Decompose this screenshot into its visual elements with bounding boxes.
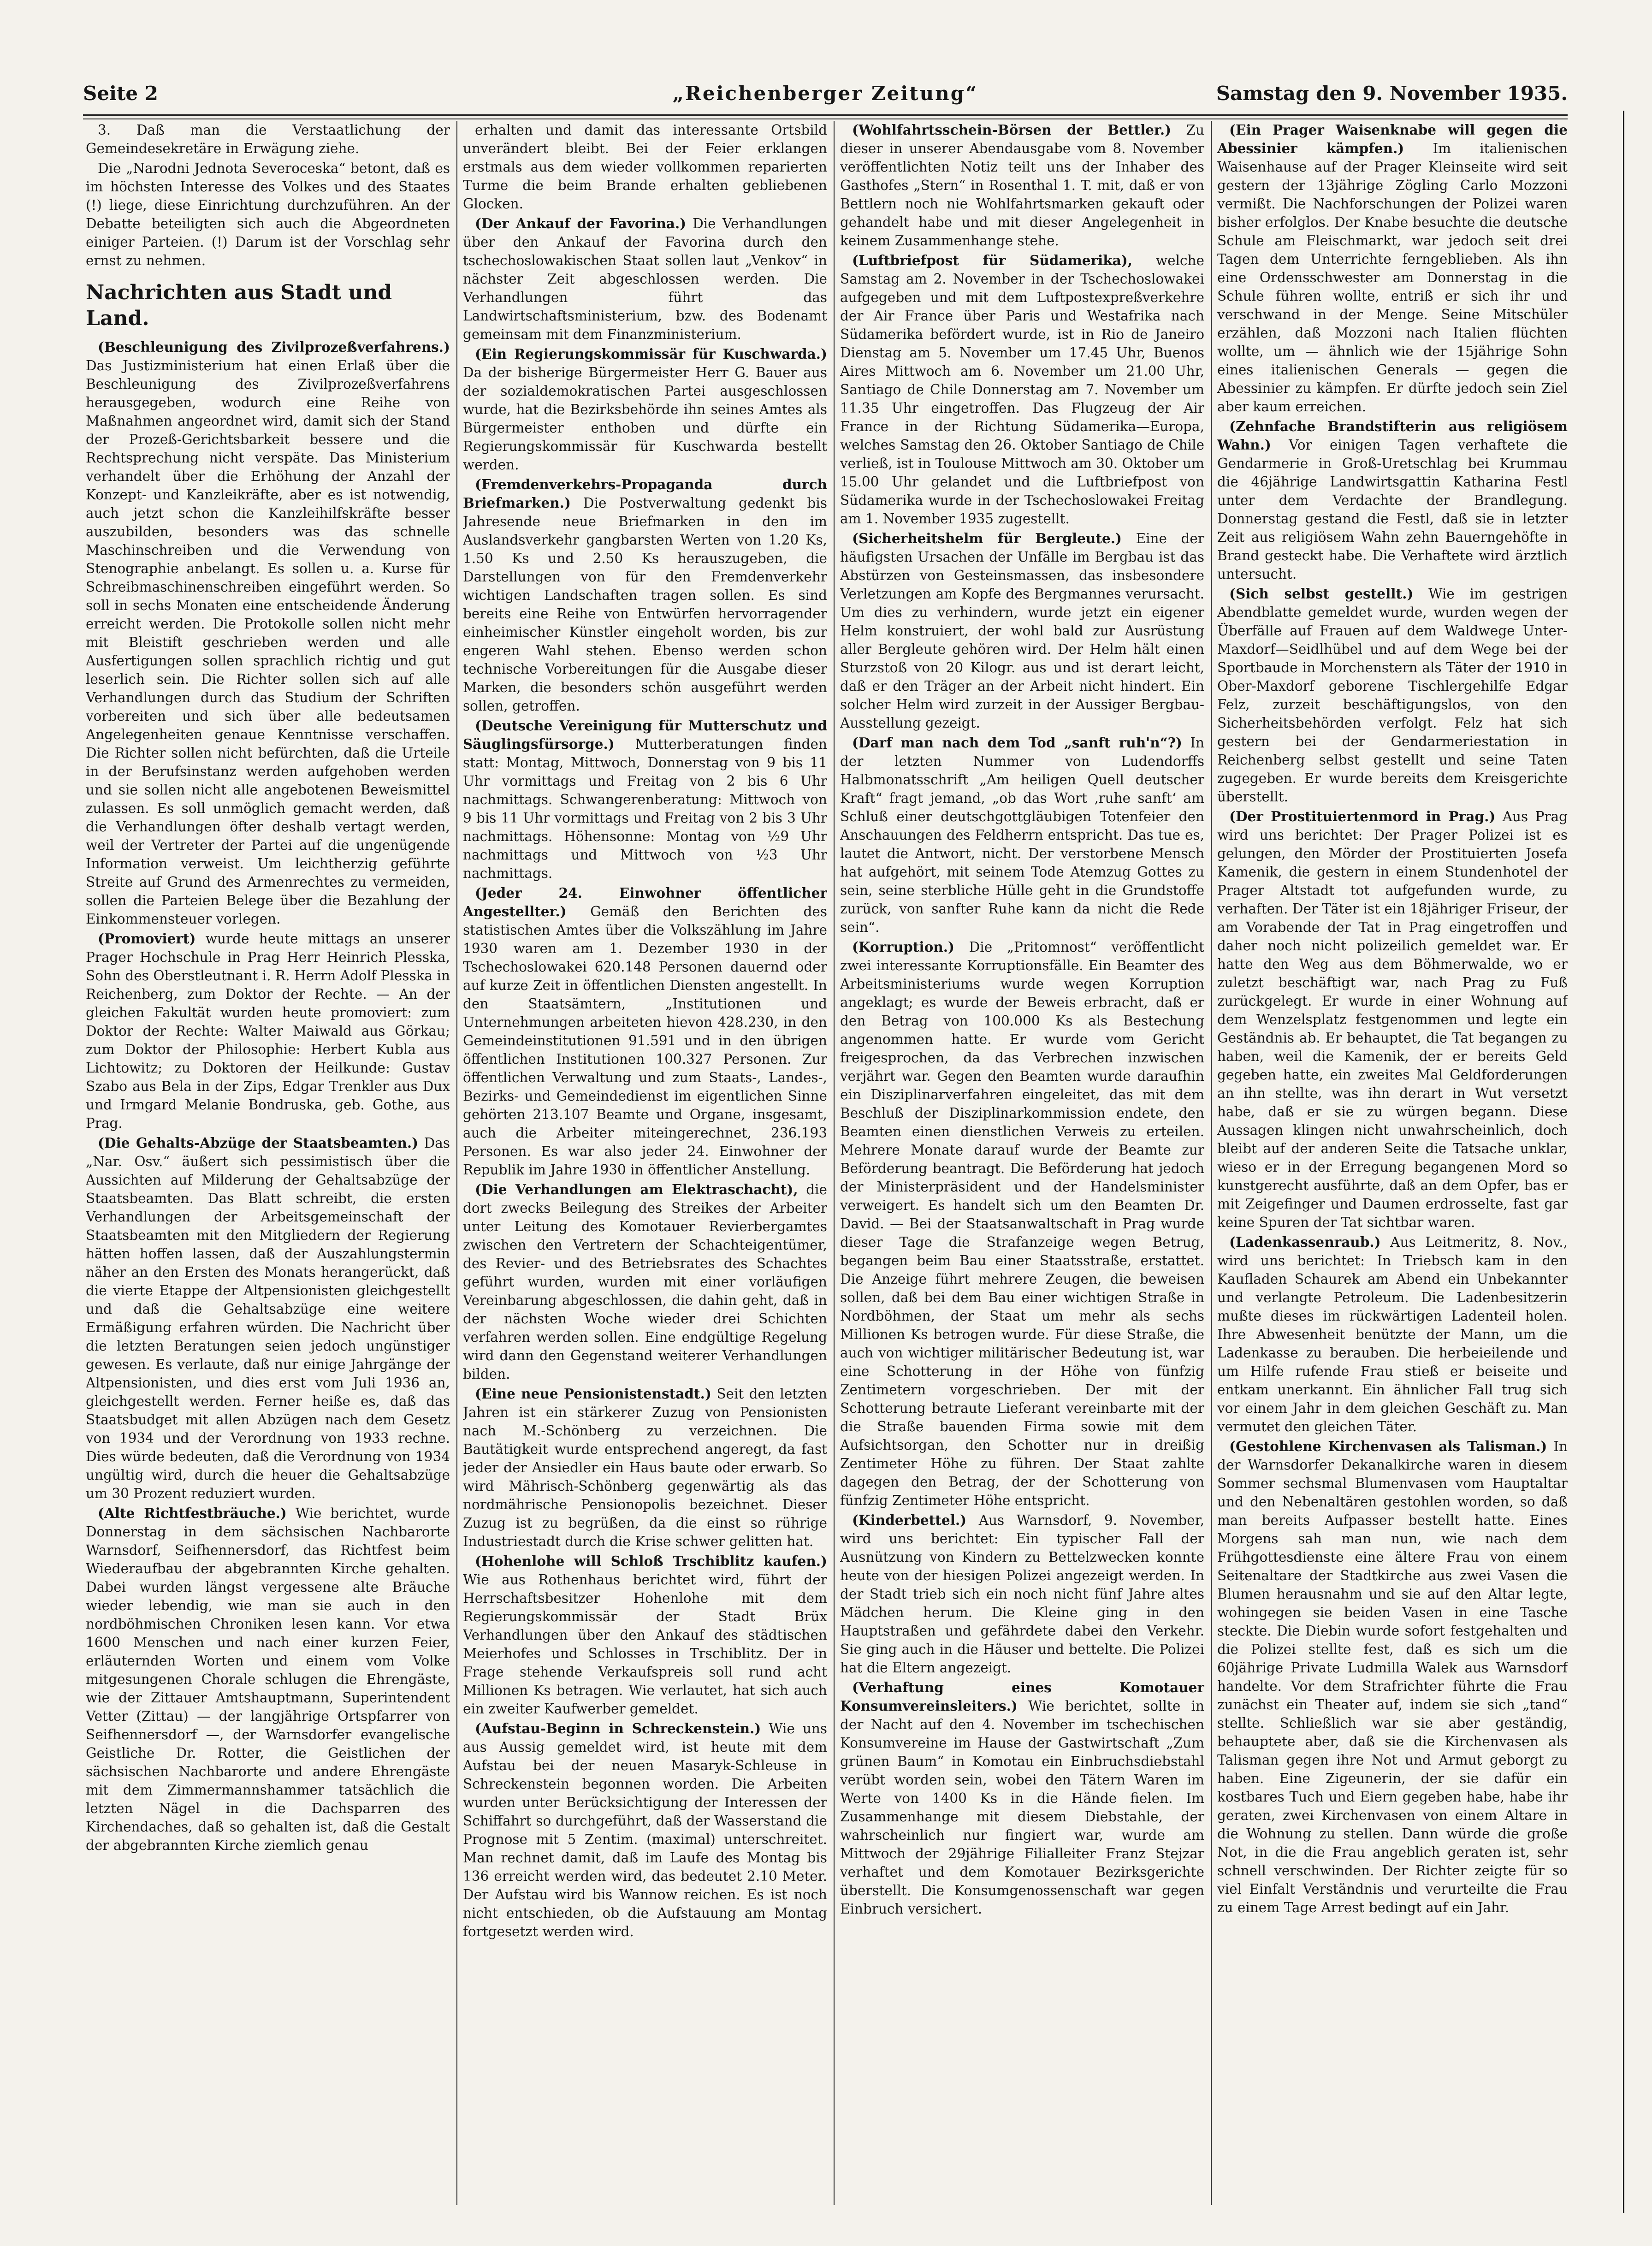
- section-heading: Nachrichten aus Stadt und Land.: [86, 281, 392, 330]
- news-item: [86, 1134, 450, 1503]
- item-headline: (Sich selbst gestellt.): [1229, 586, 1414, 602]
- page-number: Seite 2: [83, 82, 158, 105]
- item-headline: (Fremdenverkehrs-Propaganda durch Briefmarken.): [463, 476, 827, 511]
- column-divider: [456, 121, 457, 2205]
- item-headline: (Gestohlene Kirchenvasen als Talisman.): [1229, 1438, 1547, 1454]
- news-item: [86, 121, 450, 158]
- news-item: [463, 214, 827, 344]
- item-body: erhalten und damit das interessante Ortsbild unverändert bleibt. Bei der Feier erklangen erstmals aus dem wieder vollkommen reparierten Turme die beim Brande erhalten gebliebenen Glocken.: [463, 122, 827, 212]
- item-body: Die „Pritomnost“ veröffentlicht zwei interessante Korruptionsfälle. Ein Beamter des Arbeitsministeriums wurde wegen Korruption angeklagt; es wurde der Beweis erbracht, daß er den Betrag von 100.000 Ks als Bestechung angenommen hatte. Er wurde vom Gericht freigesprochen, da das Verbrechen inzwischen verjährt war. Gegen den Beamten wurde daraufhin ein Disziplinarverfahren eingeleitet, das mit dem Beschluß der Disziplinarkommission endete, den Beamten einen dienstlichen Verweis zu erteilen. Mehrere Monate darauf wurde der Beamte zur Beförderung beantragt. Die Beförderung hat jedoch der Ministerpräsident und der Handelsminister verweigert. Es handelt sich um den Beamten Dr. David. — Bei der Staatsanwaltschaft in Prag wurde dieser Tage die Strafanzeige wegen Betrug, begangen beim Bau einer Staatsstraße, erstattet. Die Anzeige führt mehrere Zeugen, die beweisen sollen, daß bei dem Bau einer wichtigen Straße in Nordböhmen, der Staat um mehr als sechs Millionen Ks betrogen wurde. Für diese Straße, die auch von wichtiger militärischer Bedeutung ist, war eine Schotterung in der Höhe von fünfzig Zentimetern vorgeschrieben. Der mit der Schotterung betraute Lieferant vereinbarte mit der die Straße bauenden Firma sowie mit dem Aufsichtsorgan, den Schotter nur in dreißig Zentimeter Höhe zu führen. Der Staat zahlte dagegen den Betrag, der der Schotterung von fünfzig Zentimeter Höhe entspricht.: [840, 939, 1204, 1508]
- news-item: [840, 734, 1204, 936]
- item-body: Die Verhandlungen über den Ankauf der Favorina durch den tschechoslowakischen Staat sollen laut „Venkov“ in nächster Zeit abgeschlossen werden. Die Verhandlungen führt das Landwirtschaftsministerium, bzw. des Bodenamt gemeinsam mit dem Finanzministerium.: [463, 216, 827, 342]
- column-1: [86, 121, 450, 2205]
- news-item: [1217, 1233, 1568, 1436]
- item-body: welche Samstag am 2. November in der Tschechoslowakei aufgegeben und mit dem Luftpostexpreßverkehre der Air France über Paris und Westafrika nach Südamerika befördert wurde, ist in Rio de Janeiro Dienstag am 5. November um 17.45 Uhr, Buenos Aires Mittwoch am 6. November um 21.00 Uhr, Santiago de Chile Donnerstag am 7. November um 11.35 Uhr eingetroffen. Das Flugzeug der Air France in der Richtung Südamerika—Europa, welches Samstag den 26. Oktober Santiago de Chile verließ, ist in Toulouse Mittwoch am 30. Oktober um 15.00 Uhr gelandet und die Luftbriefpost von Südamerika wurde in der Tschechoslowakei Freitag am 1. November 1935 zugestellt.: [840, 253, 1204, 527]
- news-item: [86, 338, 450, 928]
- item-headline: (Aufstau-Beginn in Schreckenstein.): [475, 1720, 761, 1736]
- news-item: [840, 1511, 1204, 1677]
- column-divider: [1211, 121, 1212, 2205]
- newspaper-title: „Reichenberger Zeitung“: [672, 82, 978, 105]
- column-2: [463, 121, 827, 2205]
- item-body: Wie berichtet, wurde Donnerstag in dem sächsischen Nachbarorte Warnsdorf, Seifhennersdorf, das Richtfest beim Wiederaufbau der abgebrannten Kirche gehalten. Dabei wurden längst vergessene alte Bräuche wieder lebendig, wie man sie auch in den nordböhmischen Chroniken lesen kann. Vor etwa 1600 Menschen und nach einer kurzen Feier, erläuternden Worten und einem vom Volke mitgesungenen Chorale schlugen die Ehrengäste, wie der Zittauer Amtshauptmann, Superintendent Vetter (Zittau) — der langjährige Ortspfarrer von Seifhennersdorf —, der Warnsdorfer evangelische Geistliche Dr. Rotter, die Geistlichen der sächsischen Nachbarorte und andere Ehrengäste mit dem Zimmermannshammer tatsächlich die letzten Nägel in die Dachsparren des Kirchendaches, daß so gehalten ist, daß die Gestalt der abgebrannten Kirche ziemlich genau: [86, 1505, 450, 1853]
- column-divider: [834, 121, 835, 2205]
- news-item: [840, 529, 1204, 732]
- item-body: Seit den letzten Jahren ist ein stärkerer Zuzug von Pensionisten nach M.-Schönberg zu verzeichnen. Die Bautätigkeit wurde entsprechend angeregt, da fast jeder der Ansiedler ein Haus baute oder erwarb. So wird Mährisch-Schönberg gegenwärtig als das nordmährische Pensionopolis bezeichnet. Dieser Zuzug ist zu begrüßen, da die einst so rührige Industriestadt durch die Krise schwer gelitten hat.: [463, 1386, 827, 1549]
- news-item: [463, 1385, 827, 1551]
- item-headline: (Sicherheitshelm für Bergleute.): [852, 530, 1122, 546]
- item-body: Das Justizministerium hat einen Erlaß über die Beschleunigung des Zivilprozeßverfahrens herausgegeben, wodurch eine Reihe von Maßnahmen angeordnet wird, damit sich der Stand der Prozeß-Gerichtsbarkeit bessere und die Rechtsprechung nicht verspäte. Das Ministerium verhandelt über die Erhöhung der Anzahl der Konzept- und Kanzleikräfte, aber es ist notwendig, auch jetzt schon die Kanzleihilfskräfte besser auszubilden, besonders was das schnelle Maschinschreiben und die Verwendung von Stenographie anbelangt. Es sollen u. a. Kurse für Schreibmaschinenschreiben eingeführt werden. So soll in sechs Monaten eine entscheidende Änderung erreicht werden. Die Protokolle sollen nicht mehr mit Bleistift geschrieben werden und alle Ausfertigungen sollen sprachlich richtig und gut leserlich sein. Die Richter sollen sich auf alle Verhandlungen durch das Studium der Schriften vorbereiten und sich über alle bedeutsamen Angelegenheiten genaue Kenntnisse verschaffen. Die Richter sollen nicht befürchten, daß die Urteile in der Berufsinstanz werden aufgehoben werden und sie sollen nicht alle angebotenen Beweismittel zulassen. Es soll unmöglich gemacht werden, daß die Verhandlungen öfter deshalb vertagt werden, weil der Vertreter der Partei auf die ungenügende Information verweist. Um leichtherzig geführte Streite auf Grund des Armenrechtes zu vermeiden, sollen die Parteien Belege über die Bezahlung der Einkommensteuer vorlegen.: [86, 358, 450, 927]
- item-body: Das „Nar. Osv.“ äußert sich pessimistisch über die Aussichten auf Milderung der Gehaltsabzüge der Staatsbeamten. Das Blatt schreibt, die ersten Verhandlungen der Arbeitsgemeinschaft der Staatsbeamten mit den Mitgliedern der Regierung hätten hoffen lassen, daß der Auszahlungstermin näher an den Ersten des Monats herangerückt, daß die vierte Etappe der Altpensionisten gleichgestellt und daß die Gehaltsabzüge eine weitere Ermäßigung erfahren würden. Die Nachricht über die letzten Beratungen seien jedoch ungünstiger gewesen. Es verlaute, daß nur einige Jahrgänge der Altpensionisten, und dies erst vom Juli 1936 an, gleichgestellt werden. Ferner heiße es, daß das Staatsbudget mit allen Abzügen nach dem Gesetz von 1934 und der Verordnung von 1933 rechne. Dies würde bedeuten, daß die Verordnung von 1934 ungültig wird, durch die heuer die Gehaltsabzüge um 30 Prozent reduziert wurden.: [86, 1135, 450, 1501]
- item-headline: (Der Prostituiertenmord in Prag.): [1229, 808, 1496, 824]
- item-body: Wie uns aus Aussig gemeldet wird, ist heute mit dem Aufstau bei der neuen Masaryk-Schleuse in Schreckenstein begonnen worden. Die Arbeiten wurden unter Berücksichtigung der Interessen der Schiffahrt so durchgeführt, daß der Wasserstand die Prognose mit 5 Zentim. (maximal) unterschreitet. Man rechnet damit, daß im Laufe des Montag bis 136 erreicht werden wird, das bedeutet 2.10 Meter. Der Aufstau wird bis Wannow reichen. Es ist noch nicht entschieden, ob die Aufstauung am Montag fortgesetzt werden wird.: [463, 1721, 827, 1939]
- item-body: 3. Daß man die Verstaatlichung der Gemeindesekretäre in Erwägung ziehe.: [86, 122, 450, 156]
- item-body: Die Postverwaltung gedenkt bis Jahresende neue Briefmarken in den im Auslandsverkehr gangbarsten Werten von 1.20 Ks, 1.50 Ks und 2.50 Ks herauszugeben, die Darstellungen von für den Fremdenverkehr wichtigen Landschaften tragen sollen. Es sind bereits eine Reihe von Entwürfen hervorragender einheimischer Künstler eingeholt worden, bis zur engeren Wahl stehen. Ebenso werden schon technische Vorbereitungen für die Ausgabe dieser Marken, die besonders schön ausgeführt werden sollen, getroffen.: [463, 495, 827, 714]
- item-headline: (Beschleunigung des Zivilprozeßverfahrens.): [98, 339, 450, 355]
- item-headline: (Luftbriefpost für Südamerika),: [852, 252, 1133, 268]
- news-item: [840, 251, 1204, 528]
- news-item: [463, 121, 827, 213]
- news-item: [463, 884, 827, 1179]
- item-headline: (Die Gehalts-Abzüge der Staatsbeamten.): [98, 1135, 419, 1151]
- item-headline: (Jeder 24. Einwohner öffentlicher Angestellter.): [463, 885, 827, 919]
- item-body: Wie im gestrigen Abendblatte gemeldet wurde, wurden wegen der Überfälle auf Frauen auf dem Waldwege Unter-Maxdorf—Seidlhübel und auf dem Wege bei der Sportbaude in Morchenstern als Täter der 1910 in Ober-Maxdorf geborene Tischlergehilfe Edgar Felz, zurzeit beschäftigungslos, von den Sicherheitsbehörden verfolgt. Felz hat sich gestern bei der Gendarmeriestation in Reichenberg selbst gestellt und seine Taten zugegeben. Er wurde bereits dem Kreisgerichte überstellt.: [1217, 586, 1568, 805]
- item-headline: (Alte Richtfestbräuche.): [98, 1505, 287, 1521]
- item-body: Da der bisherige Bürgermeister Herr G. Bauer aus der sozialdemokratischen Partei ausgeschlossen wurde, hat die Bezirksbehörde ihn seines Amtes als Bürgermeister enthoben und dürfte ein Regierungskommissär für Kuschwarda bestellt werden.: [463, 365, 827, 473]
- news-item: [463, 1180, 827, 1383]
- news-item: [1217, 585, 1568, 806]
- item-body: Aus Leitmeritz, 8. Nov., wird uns berichtet: In Triebsch kam in den Kaufladen Schaurek am Abend ein Unbekannter und verlangte Petroleum. Die Ladenbesitzerin mußte dieses im rückwärtigen Ladenteil holen. Ihre Abwesenheit benützte der Mann, um die Ladenkasse zu berauben. Die herbeieilende und um Hilfe rufende Frau stieß er beiseite und entkam unerkannt. Ein ähnlicher Fall trug sich vor einem Jahr in dem gleichen Geschäft zu. Man vermutet den gleichen Täter.: [1217, 1234, 1568, 1434]
- news-item: [1217, 121, 1568, 416]
- item-headline: (Zehnfache Brandstifterin aus religiösem Wahn.): [1217, 418, 1568, 453]
- column-3: [840, 121, 1204, 2205]
- item-headline: (Darf man nach dem Tod „sanft ruh'n“?): [852, 735, 1182, 751]
- news-item: [86, 930, 450, 1132]
- item-body: Eine der häufigsten Ursachen der Unfälle im Bergbau ist das Abstürzen von Gesteinsmassen, das insbesondere Verletzungen am Kopfe des Bergmannes verursacht. Um dies zu verhindern, wurde jetzt ein eigener Helm konstruiert, der wohl bald zur Ausrüstung aller Bergleute gehören wird. Der Helm hält einen Sturzstoß von 20 Kilogr. aus und ist derart leicht, daß er den Träger an der Arbeit nicht hindert. Ein solcher Helm wird zurzeit in der Aussiger Bergbau-Ausstellung gezeigt.: [840, 531, 1204, 731]
- item-headline: (Ladenkassenraub.): [1229, 1234, 1381, 1250]
- item-headline: (Korruption.): [852, 939, 954, 955]
- item-body: wurde heute mittags an unserer Prager Hochschule in Prag Herr Heinrich Plesska, Sohn des Oberstleutnant i. R. Herrn Adolf Plesska in Reichenberg, zum Doktor der Rechte. — An der gleichen Fakultät wurden heute promoviert: zum Doktor der Rechte: Walter Maiwald aus Görkau; zum Doktor der Philosophie: Herbert Kubla aus Lichtowitz; zu Doktoren der Heilkunde: Gustav Szabo aus Bela in der Zips, Edgar Trenkler aus Dux und Irmgard Melanie Bondruska, geb. Gothe, aus Prag.: [86, 931, 450, 1131]
- news-item: [840, 938, 1204, 1510]
- news-item: [86, 1504, 450, 1855]
- item-body: Die „Narodni Jednota Severoceska“ betont, daß es im höchsten Interesse des Volkes und des Staates (!) liege, diese Einrichtung durchzuführen. An der Debatte beteiligten sich auch die Abgeordneten einiger Parteien. (!) Darum ist der Vorschlag sehr ernst zu nehmen.: [86, 160, 450, 268]
- issue-date: Samstag den 9. November 1935.: [1216, 82, 1568, 105]
- item-body: Aus Prag wird uns berichtet: Der Prager Polizei ist es gelungen, den Mörder der Prostituierten Josefa Kamenik, die gestern in einem Stundenhotel der Prager Altstadt tot aufgefunden wurde, zu verhaften. Der Täter ist ein 18jähriger Friseur, der am Vorabende der Tat in Prag eingetroffen und daher noch nicht polizeilich gemeldet war. Er hatte den Weg aus dem Böhmerwalde, wo er zuletzt beschäftigt war, nach Prag zu Fuß zurückgelegt. Er wurde in einer Wohnung auf dem Wenzelsplatz festgenommen und legte ein Geständnis ab. Er behauptet, die Tat begangen zu haben, weil die Kamenik, der er bereits Geld gegeben hatte, ein zweites Mal Geldforderungen an ihn stellte, was ihn derart in Wut versetzt habe, daß er sie zu würgen begann. Diese Aussagen klingen nicht unwahrscheinlich, doch bleibt auf der anderen Seite die Tatsache unklar, wieso er in der Erregung begangenen Mord so kunstgerecht ausführte, daß an dem Opfer, bas er mit Zeigefinger und Daumen erdrosselte, fast gar keine Spuren der Tat sichtbar waren.: [1217, 809, 1568, 1230]
- item-body: Mutterberatungen finden statt: Montag, Mittwoch, Donnerstag von 9 bis 11 Uhr vormittags und Freitag von 2 bis 6 Uhr nachmittags. Schwangerenberatung: Mittwoch von 9 bis 11 Uhr vormittags und Freitag von 2 bis 3 Uhr nachmittags. Höhensonne: Montag von ½9 Uhr nachmittags und Mittwoch von ½3 Uhr nachmittags.: [463, 736, 827, 881]
- item-headline: (Der Ankauf der Favorina.): [475, 215, 687, 231]
- news-item: [463, 475, 827, 715]
- item-body: Zu dieser in unserer Abendausgabe vom 8. November veröffentlichten Notiz teilt uns der Inhaber des Gasthofes „Stern“ in Rosenthal 1. T. mit, daß er von Bettlern noch nie Wohlfahrtsmarken gekauft oder gehandelt habe und mit dieser Angelegenheit in keinem Zusammenhange stehe.: [840, 122, 1204, 249]
- item-headline: (Ein Regierungskommissär für Kuschwarda.): [475, 346, 827, 362]
- item-body: Wie berichtet, sollte in der Nacht auf den 4. November im tschechischen Konsumvereine im Hause der Gastwirtschaft „Zum grünen Baum“ in Komotau ein Einbruchsdiebstahl verübt worden sein, wobei den Tätern Waren im Werte von 1400 Ks in die Hände fielen. Im Zusammenhange mit diesem Diebstahle, der wahrscheinlich nur fingiert war, wurde am Mittwoch der 29jährige Filialleiter Franz Stejzar verhaftet und dem Komotauer Bezirksgerichte überstellt. Die Konsumgenossenschaft war gegen Einbruch versichert.: [840, 1698, 1204, 1917]
- item-headline: (Kinderbettel.): [852, 1512, 967, 1528]
- item-headline: (Die Verhandlungen am Elektraschacht),: [475, 1181, 798, 1197]
- item-body: In der letzten Nummer von Ludendorffs Halbmonatsschrift „Am heiligen Quell deutscher Kraft“ fragt jemand, „ob das Wort ‚ruhe sanft‘ am Schluß einer deutschgottgläubigen Totenfeier den Anschauungen des Feldherrn entspricht. Das tue es, lautet die Antwort, nicht. Der verstorbene Mensch hat aufgehört, mit seinem Tode Atemzug Gottes zu sein, seine sterbliche Hülle geht in die Grundstoffe zurück, von sanfter Ruhe kann da nicht die Rede sein“.: [840, 735, 1204, 935]
- page-header: [83, 82, 1568, 114]
- item-headline: (Wohlfahrtsschein-Börsen der Bettler.): [852, 122, 1172, 138]
- news-item: [840, 1678, 1204, 1918]
- item-headline: (Ein Prager Waisenknabe will gegen die Abessinier kämpfen.): [1217, 122, 1568, 156]
- item-body: Im italienischen Waisenhause auf der Prager Kleinseite wird seit gestern der 13jährige Zögling Carlo Mozzoni vermißt. Die Nachforschungen der Polizei waren bisher erfolglos. Der Knabe besuchte die deutsche Schule am Fleischmarkt, war jedoch seit drei Tagen dem Unterrichte ferngeblieben. Als ihn eine Ordensschwester am Donnerstag in die Schule führen wollte, entriß er sich ihr und verschwand in der Menge. Seine Mitschüler erzählen, daß Mozzoni nach Italien flüchten wollte, um — ähnlich wie der 15jährige Sohn eines italienischen Generals — gegen die Abessinier zu kämpfen. Er dürfte jedoch sein Ziel aber kaum erreichen.: [1217, 141, 1568, 415]
- news-item: [1217, 1437, 1568, 1917]
- item-headline: (Promoviert): [98, 930, 196, 947]
- news-item: [463, 717, 827, 883]
- item-headline: (Deutsche Vereinigung für Mutterschutz und Säuglingsfürsorge.): [463, 717, 827, 752]
- column-4: [1217, 121, 1568, 2205]
- item-body: Gemäß den Berichten des statistischen Amtes über die Volkszählung im Jahre 1930 waren am 1. Dezember 1930 in der Tschechoslowakei 620.148 Personen dauernd oder auf kurze Zeit in öffentlichen Diensten angestellt. In den Staatsämtern, „Institutionen und Unternehmungen arbeiteten hievon 428.230, in den Gemeindeinstitutionen 91.591 und in den übrigen öffentlichen Institutionen 100.327 Personen. Zur öffentlichen Verwaltung und zum Staats-, Landes-, Bezirks- und Gemeindedienst im eigentlichen Sinne gehörten 213.107 Beamte und Organe, insgesamt, auch die Arbeiter miteingerechnet, 236.193 Personen. Es war also jeder 24. Einwohner der Republik im Jahre 1930 in öffentlicher Anstellung.: [463, 904, 827, 1178]
- page-edge-rule: [1623, 111, 1624, 2213]
- item-headline: (Eine neue Pensionistenstadt.): [475, 1386, 711, 1402]
- item-body: Aus Warnsdorf, 9. November, wird uns berichtet: Ein typischer Fall der Ausnützung von Kindern zu Bettelzwecken konnte heute von der hiesigen Polizei angezeigt werden. In der Stadt trieb sich ein noch nicht fünf Jahre altes Mädchen herum. Die Kleine ging in den Hauptstraßen und gefährdete dabei den Verkehr. Sie ging auch in die Häuser und bettelte. Die Polizei hat die Eltern angezeigt.: [840, 1512, 1204, 1676]
- item-body: Vor einigen Tagen verhaftete die Gendarmerie in Groß-Uretschlag bei Krummau die 46jährige Landwirtsgattin Katharina Festl unter dem Verdachte der Brandlegung. Donnerstag gestand die Festl, daß sie in letzter Zeit aus religiösem Wahn zehn Bauerngehöfte in Brand gesteckt habe. Die Verhaftete wird ärztlich untersucht.: [1217, 437, 1568, 582]
- item-body: die dort zwecks Beilegung des Streikes der Arbeiter unter Leitung des Komotauer Revierbergamtes zwischen den Vertretern der Schachteigentümer, des Revier- und des Betriebsrates des Schachtes geführt wurden, wurden mit einer vorläufigen Vereinbarung abgeschlossen, die dahin geht, daß in der nächsten Woche wieder drei Schichten verfahren werden sollen. Eine endgültige Regelung wird dann den Gegenstand weiterer Verhandlungen bilden.: [463, 1182, 827, 1382]
- news-item: [463, 1719, 827, 1941]
- news-item: [1217, 807, 1568, 1232]
- item-body: Wie aus Rothenhaus berichtet wird, führt der Herrschaftsbesitzer Hohenlohe mit dem Regierungskommissär der Stadt Brüx Verhandlungen über den Ankauf des städtischen Meierhofes und Schlosses in Trschiblitz. Der in Frage stehende Verkaufspreis soll rund acht Millionen Ks betragen. Wie verlautet, hat sich auch ein zweiter Kaufwerber gemeldet.: [463, 1572, 827, 1717]
- item-headline: (Verhaftung eines Komotauer Konsumvereinsleiters.): [840, 1679, 1204, 1714]
- news-item: [840, 121, 1204, 250]
- news-item: [86, 159, 450, 270]
- news-item: [463, 345, 827, 474]
- news-item: [1217, 417, 1568, 583]
- item-headline: (Hohenlohe will Schloß Trschiblitz kaufen.): [475, 1553, 827, 1569]
- header-rule: [83, 114, 1568, 119]
- news-item: [463, 1552, 827, 1718]
- item-body: In der Warnsdorfer Dekanalkirche waren in diesem Sommer sechsmal Blumenvasen vom Hauptaltar und den Nebenaltären gestohlen worden, so daß man bereits Aufpasser bestellt hatte. Eines Morgens sah man nun, wie nach dem Frühgottesdienste eine ältere Frau von einem Seitenaltare der Stadtkirche aus zwei Vasen die Blumen herausnahm und sie auf den Altar legte, wohingegen sie beiden Vasen in eine Tasche steckte. Die Diebin wurde sofort festgehalten und die Polizei stellte fest, daß es sich um die 60jährige Private Ludmilla Walek aus Warnsdorf handelte. Vor dem Strafrichter führte die Frau zunächst ein Theater auf, indem sie sich „tand“ stellte. Schließlich war sie aber geständig, behauptete aber, daß sie die Kirchenvasen als Talisman gegen ihre Not und Armut geborgt zu haben. Eine Zigeunerin, der sie dafür ein kostbares Tuch und Eiern gegeben habe, habe ihr geraten, zwei Kirchenvasen von einem Altare in die Wohnung zu stellen. Dann würde die große Not, in die die Frau angeblich geraten ist, sehr schnell verschwinden. Der Richter zeigte für so viel Einfalt Verständnis und verurteilte die Frau zu einem Tage Arrest bedingt auf ein Jahr.: [1217, 1439, 1568, 1915]
